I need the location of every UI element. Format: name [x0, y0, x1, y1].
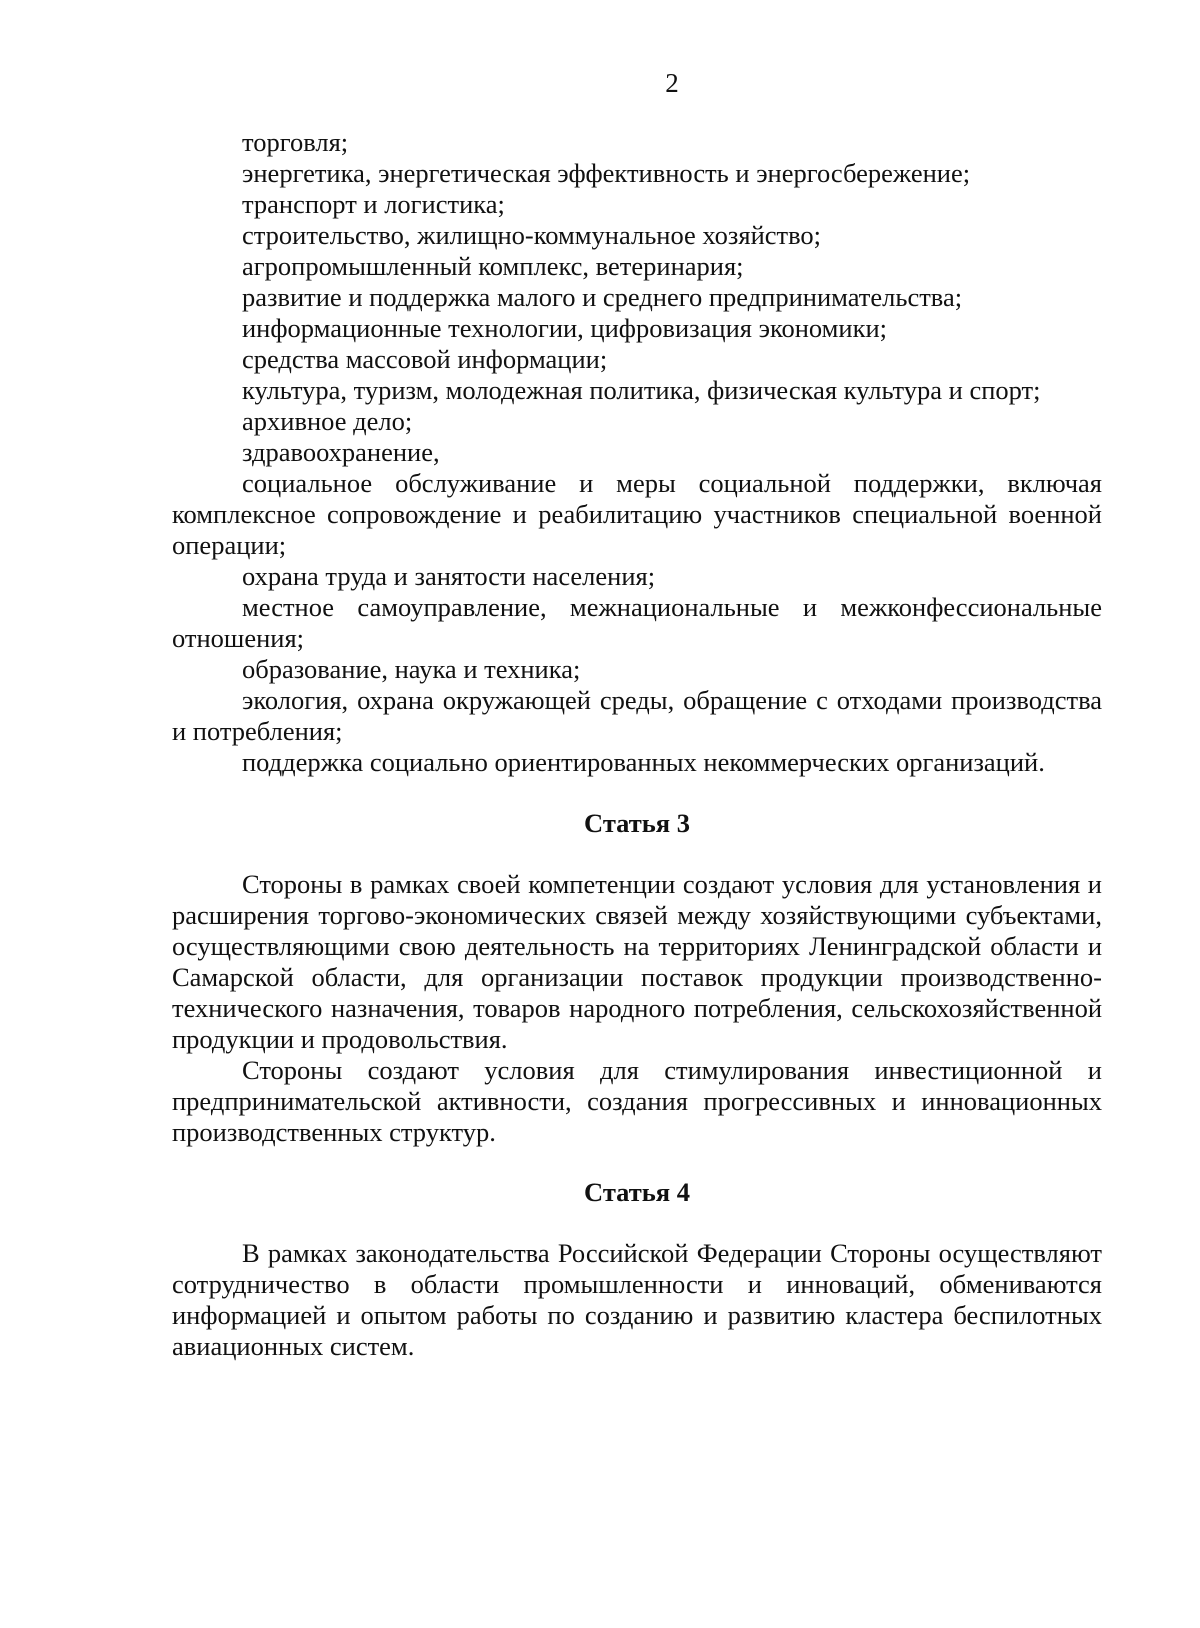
article-3-paragraph: Стороны в рамках своей компетенции создают условия для установления и расширения торгово-экономических связей между хозяйствующими субъектами, осуществляющими свою деятельность на территориях Ленинградской области и Самарской области, для организации поставок продукции производственно-технического назначения, товаров народного потребления, сельскохозяйственной продукции и продовольствия. — [172, 869, 1102, 1054]
list-item: архивное дело; — [242, 406, 413, 436]
article-3 — [172, 808, 1102, 1148]
spacer — [172, 1148, 1102, 1177]
spacer — [172, 839, 1102, 869]
sphere-list — [172, 127, 1102, 778]
list-item: социальное обслуживание и меры социальной поддержки, включая комплексное сопровождение и реабилитацию участников специальной военной операции; — [172, 468, 1102, 560]
list-item: транспорт и логистика; — [242, 189, 505, 219]
article-4-paragraph: В рамках законодательства Российской Федерации Стороны осуществляют сотрудничество в области промышленности и инноваций, обмениваются информацией и опытом работы по созданию и развитию кластера беспилотных авиационных систем. — [172, 1238, 1102, 1361]
list-item: развитие и поддержка малого и среднего предпринимательства; — [242, 282, 963, 312]
list-item: поддержка социально ориентированных некоммерческих организаций. — [242, 747, 1045, 777]
list-item: информационные технологии, цифровизация экономики; — [242, 313, 888, 343]
list-item: экология, охрана окружающей среды, обращение с отходами производства и потребления; — [172, 685, 1102, 746]
list-item: торговля; — [242, 127, 349, 157]
document-body — [172, 127, 1102, 1362]
article-4-heading: Статья 4 — [584, 1177, 690, 1207]
list-item: энергетика, энергетическая эффективность и энергосбережение; — [242, 158, 971, 188]
article-3-paragraph: Стороны создают условия для стимулирования инвестиционной и предпринимательской активности, создания прогрессивных и инновационных производственных структур. — [172, 1055, 1102, 1147]
list-item: строительство, жилищно-коммунальное хозяйство; — [242, 220, 822, 250]
list-item: местное самоуправление, межнациональные и межконфессиональные отношения; — [172, 592, 1102, 653]
list-item: средства массовой информации; — [242, 344, 608, 374]
article-3-heading: Статья 3 — [584, 808, 690, 838]
spacer — [172, 1208, 1102, 1238]
list-item: культура, туризм, молодежная политика, физическая культура и спорт; — [242, 375, 1041, 405]
list-item: здравоохранение, — [242, 437, 440, 467]
list-item: образование, наука и техника; — [242, 654, 581, 684]
list-item: агропромышленный комплекс, ветеринария; — [242, 251, 744, 281]
list-item: охрана труда и занятости населения; — [242, 561, 656, 591]
spacer — [172, 778, 1102, 808]
article-4 — [172, 1177, 1102, 1362]
page-number: 2 — [665, 68, 679, 98]
